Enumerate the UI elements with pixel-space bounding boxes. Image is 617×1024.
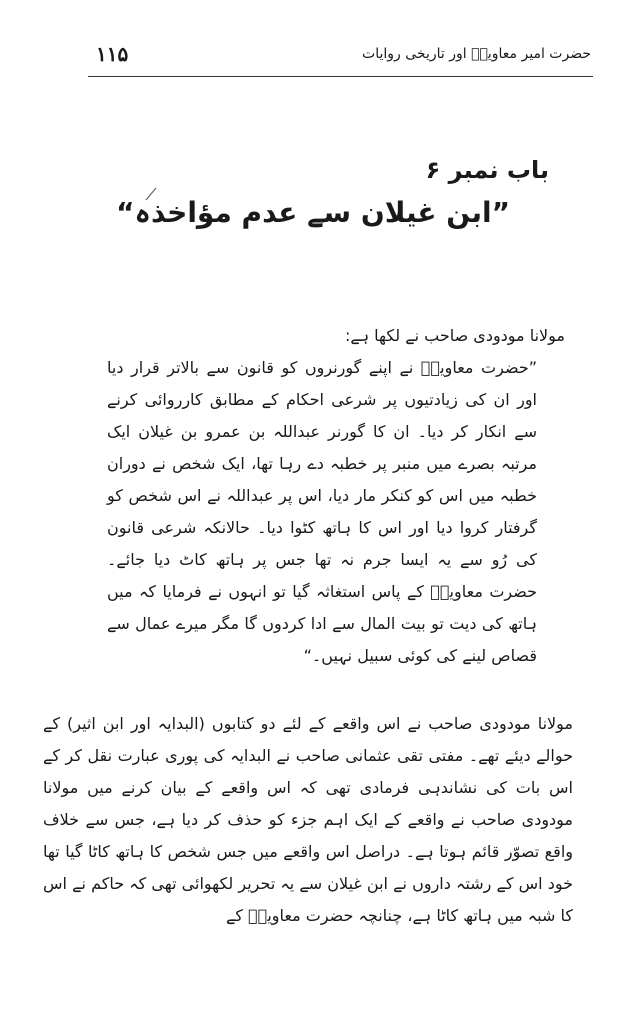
chapter-label: باب نمبر ۶	[425, 156, 549, 184]
header-rule	[88, 76, 593, 77]
intro-line: مولانا مودودی صاحب نے لکھا ہے:	[344, 326, 565, 345]
quoted-passage: ”حضرت معاویہؓ نے اپنے گورنروں کو قانون سے بالاتر قرار دیا اور ان کی زیادتیوں پر شرعی احکام کے مطابق کارروائی کرنے سے انکار کر دیا۔ ان کا گورنر عبداللہ بن عمرو بن غیلان ایک مرتبہ بصرے میں منبر پر خطبہ دے رہا تھا، ایک شخص نے دوران خطبہ میں اس کو کنکر مار دیا، اس پر عبداللہ نے اس شخص کو گرفتار کروا دیا اور اس کا ہاتھ کٹوا دیا۔ حالانکہ شرعی قانون کی رُو سے یہ ایسا جرم نہ تھا جس پر ہاتھ کاٹ دیا جائے۔ حضرت معاویہؓ کے پاس استغاثہ گیا تو انہوں نے فرمایا کہ میں ہاتھ کی دیت تو بیت المال سے ادا کردوں گا مگر میرے عمال سے قصاص لینے کی کوئی سبیل نہیں۔“	[107, 358, 537, 665]
closing-paragraph: مولانا مودودی صاحب نے اس واقعے کے لئے دو کتابوں (البدایہ اور ابن اثیر) کے حوالے دیئے تھے۔ مفتی تقی عثمانی صاحب نے البدایہ کی پوری عبارت نقل کر کے اس بات کی نشاندہی فرمادی تھی کہ اس واقعے کے بیان کرنے میں مولانا مودودی صاحب نے واقعے کے ایک اہم جزء کو حذف کر دیا ہے، جس سے خلاف واقع تصوّر قائم ہوتا ہے۔ دراصل اس واقعے میں جس شخص کا ہاتھ کاٹا گیا تھا خود اس کے رشتہ داروں نے ابن غیلان سے یہ تحریر لکھوائی تھی کہ حاکم نے اس کا شبہ میں ہاتھ کاٹا ہے، چنانچہ حضرت معاویہؓ کے	[43, 714, 573, 925]
chapter-title: ”ابن غیلان سے عدم مؤاخذہ“	[116, 196, 510, 229]
page-number: ۱۱۵	[96, 42, 129, 66]
running-title: حضرت امیر معاویہؓ اور تاریخی روایات	[362, 46, 591, 62]
